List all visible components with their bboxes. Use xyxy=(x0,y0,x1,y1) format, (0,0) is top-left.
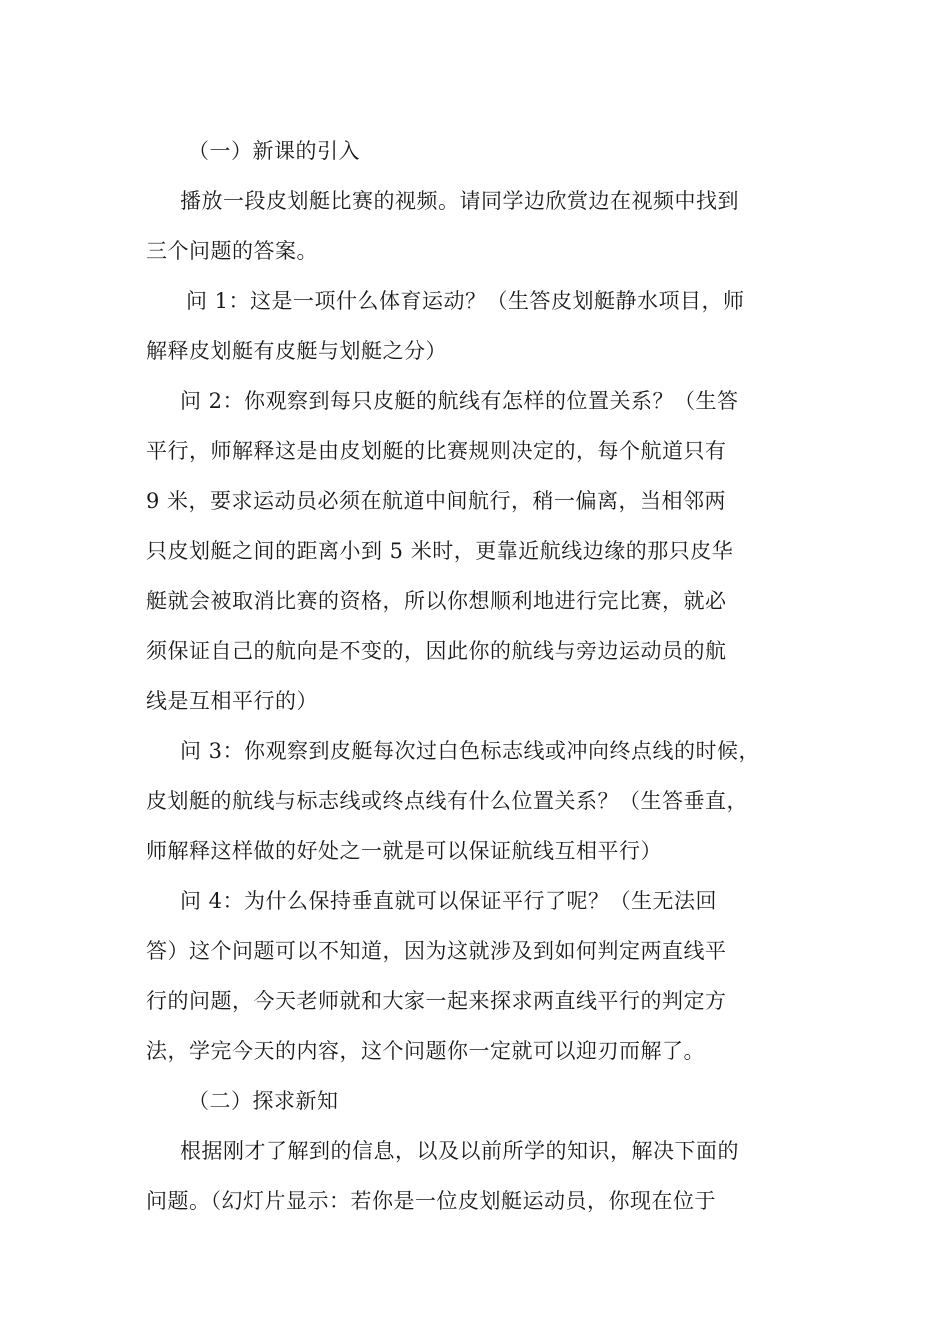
question-4-line: 问 4：为什么保持垂直就可以保证平行了呢？（生无法回 xyxy=(180,889,718,913)
paragraph-line: 平行，师解释这是由皮划艇的比赛规则决定的，每个航道只有 xyxy=(146,439,727,463)
question-3-line: 问 3：你观察到皮艇每次过白色标志线或冲向终点线的时候， xyxy=(180,739,761,763)
paragraph-line: 根据刚才了解到的信息，以及以前所学的知识，解决下面的 xyxy=(180,1139,739,1163)
paragraph-line: 播放一段皮划艇比赛的视频。请同学边欣赏边在视频中找到 xyxy=(180,189,739,213)
section-heading-explore: （二）探求新知 xyxy=(188,1089,339,1113)
question-2-line: 问 2：你观察到每只皮艇的航线有怎样的位置关系？（生答 xyxy=(180,389,739,413)
paragraph-line: 只皮划艇之间的距离小到 5 米时，更靠近航线边缘的那只皮华 xyxy=(146,539,734,563)
section-heading-intro: （一）新课的引入 xyxy=(188,139,360,163)
paragraph-line: 线是互相平行的） xyxy=(146,689,318,713)
paragraph-line: 法，学完今天的内容，这个问题你一定就可以迎刃而解了。 xyxy=(146,1039,705,1063)
question-1-line: 问 1：这是一项什么体育运动？（生答皮划艇静水项目，师 xyxy=(186,289,745,313)
paragraph-line: 答）这个问题可以不知道，因为这就涉及到如何判定两直线平 xyxy=(146,939,727,963)
paragraph-line: 解释皮划艇有皮艇与划艇之分） xyxy=(146,339,447,363)
paragraph-line: 师解释这样做的好处之一就是可以保证航线互相平行） xyxy=(146,839,662,863)
paragraph-line: 问题。（幻灯片显示：若你是一位皮划艇运动员，你现在位于 xyxy=(146,1189,716,1213)
paragraph-line: 9 米，要求运动员必须在航道中间航行，稍一偏离，当相邻两 xyxy=(146,489,727,513)
paragraph-line: 艇就会被取消比赛的资格，所以你想顺利地进行完比赛，就必 xyxy=(146,589,727,613)
paragraph-line: 行的问题，今天老师就和大家一起来探求两直线平行的判定方 xyxy=(146,989,727,1013)
paragraph-line: 皮划艇的航线与标志线或终点线有什么位置关系？（生答垂直， xyxy=(146,789,748,813)
paragraph-line: 三个问题的答案。 xyxy=(146,239,318,263)
paragraph-line: 须保证自己的航向是不变的，因此你的航线与旁边运动员的航 xyxy=(146,639,727,663)
